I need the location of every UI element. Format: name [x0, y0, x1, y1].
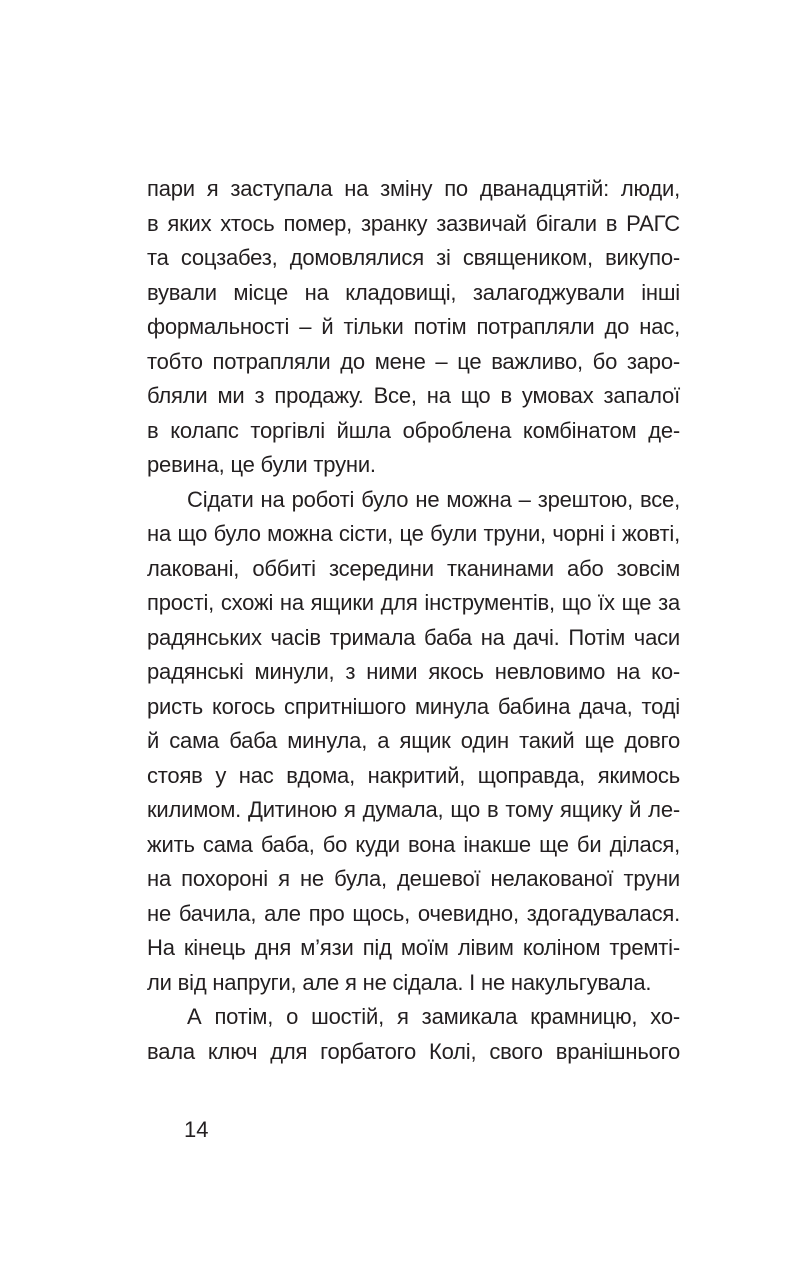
body-text [147, 172, 680, 1069]
text-line: не бачила, але про щось, очевидно, здогадувалася. [147, 900, 680, 926]
text-line: вала ключ для горбатого Колі, свого вранішнього [147, 1038, 680, 1064]
text-line: жить сама баба, бо куди вона інакше ще би ділася, [147, 831, 680, 857]
text-line: ли від напруги, але я не сідала. І не накульгувала. [147, 969, 652, 995]
text-line: на похороні я не була, дешевої нелакованої труни [147, 866, 680, 891]
page-number: 14 [184, 1117, 209, 1142]
text-line: радянських часів тримала баба на дачі. Потім часи [147, 624, 680, 650]
text-line: на що було можна сісти, це були труни, чорні і жовті, [147, 521, 680, 546]
text-line: пари я заступала на зміну по дванадцятій: люди, [147, 176, 680, 201]
text-line: тобто потрапляли до мене – це важливо, бо заро- [147, 348, 680, 374]
text-line: й сама баба минула, а ящик один такий ще довго [147, 728, 680, 753]
text-line: та соцзабез, домовлялися зі священиком, викупо- [147, 245, 680, 270]
text-line: стояв у нас вдома, накритий, щоправда, якимось [147, 762, 680, 788]
text-line: вували місце на кладовищі, залагоджували інші [147, 279, 680, 305]
text-line: радянські минули, з ними якось невловимо на ко- [147, 659, 680, 684]
text-line: ревина, це були труни. [147, 452, 376, 477]
text-line: лаковані, оббиті зсередини тканинами або зовсім [147, 555, 680, 581]
text-line: Сідати на роботі було не можна – зрештою, все, [187, 486, 680, 512]
text-line: ристь когось спритнішого минула бабина дача, тоді [147, 693, 680, 719]
text-line: формальності – й тільки потім потрапляли до нас, [147, 314, 680, 339]
text-line: А потім, о шостій, я замикала крамницю, хо- [187, 1004, 680, 1029]
text-line: в колапс торгівлі йшла оброблена комбінатом де- [147, 417, 680, 443]
text-line: в яких хтось помер, зранку зазвичай бігали в РАГС [147, 210, 680, 236]
text-line: прості, схожі на ящики для інструментів, що їх ще за [147, 590, 680, 615]
text-line: бляли ми з продажу. Все, на що в умовах запалої [147, 383, 680, 408]
text-line: На кінець дня м’язи під моїм лівим коліном тремті- [147, 935, 680, 960]
text-line: килимом. Дитиною я думала, що в тому ящику й ле- [147, 797, 680, 822]
